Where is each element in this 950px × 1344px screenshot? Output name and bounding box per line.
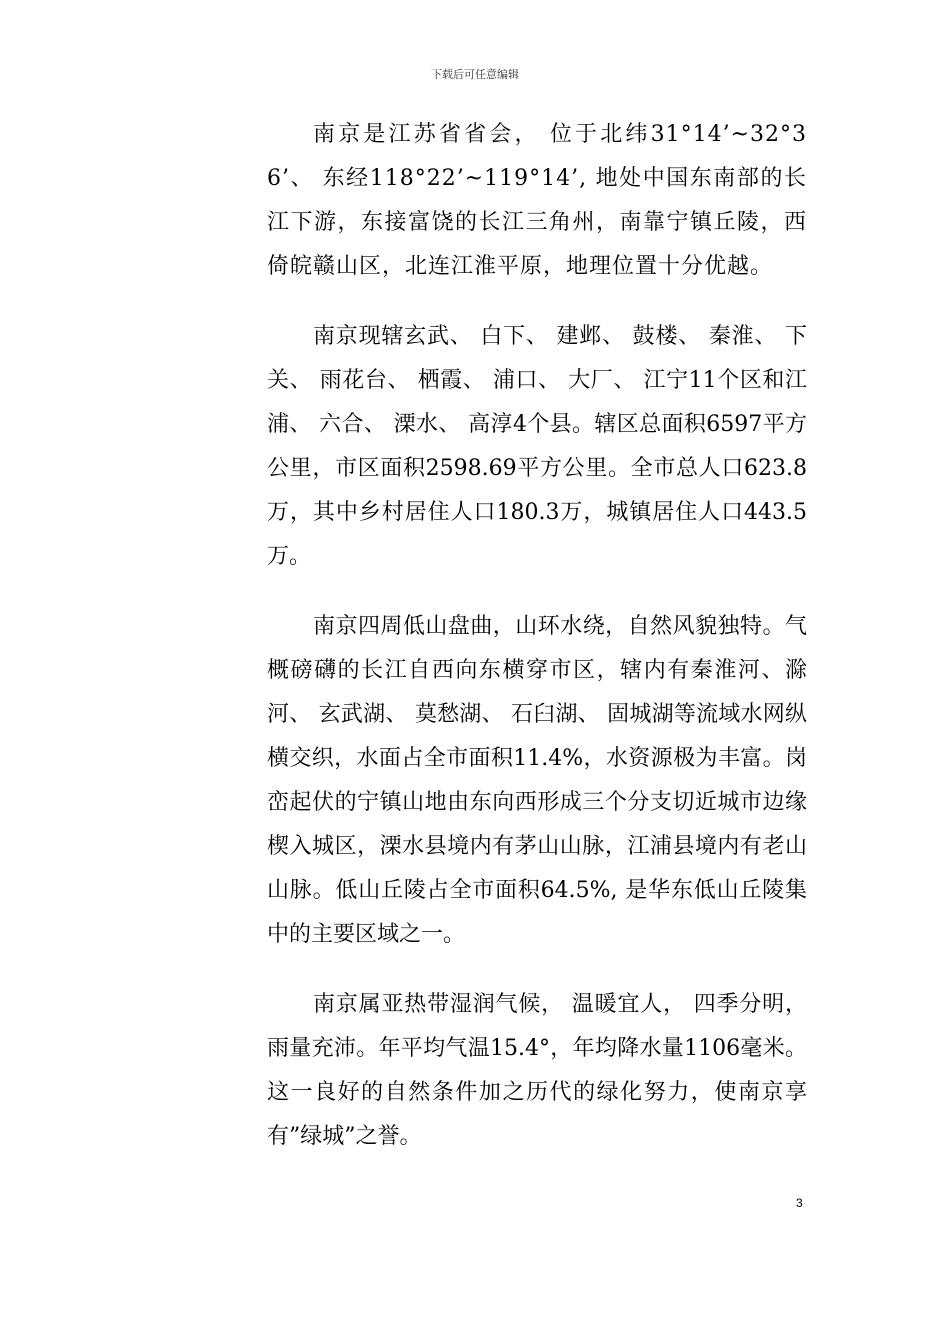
document-body xyxy=(267,113,807,1185)
page-header: 下载后可任意编辑 xyxy=(431,68,519,81)
paragraph-geography: 南京四周低山盘曲，山环水绕，自然风貌独特。气概磅礴的长江自西向东横穿市区，辖内有秦淮河、滁河、 玄武湖、 莫愁湖、 石臼湖、 固城湖等流域水网纵横交织，水面占全市面积11.4%，水资源极为丰富。岗峦起伏的宁镇山地由东向西形成三个分支切近城市边缘楔入城区，溧水县境内有茅山山脉，江浦县境内有老山山脉。低山丘陵占全市面积64.5%, 是华东低山丘陵集中的主要区域之一。 xyxy=(267,614,807,947)
page-number: 3 xyxy=(796,1196,803,1210)
paragraph-districts: 南京现辖玄武、 白下、 建邺、 鼓楼、 秦淮、 下关、 雨花台、 栖霞、 浦口、 大厂、 江宁11个区和江浦、 六合、 溧水、 高淳4个县。辖区总面积6597平方公里，市区面积2598.69平方公里。全市总人口623.8万，其中乡村居住人口180.3万，城镇居住人口443.5万。 xyxy=(267,324,807,569)
paragraph-climate: 南京属亚热带湿润气候， 温暖宜人， 四季分明，雨量充沛。年平均气温15.4°，年均降水量1106毫米。这一良好的自然条件加之历代的绿化努力，使南京享有”绿城”之誉。 xyxy=(267,992,807,1149)
paragraph-location: 南京是江苏省省会， 位于北纬31°14’~32°36’、 东经118°22’~119°14’, 地处中国东南部的长江下游，东接富饶的长江三角州，南靠宁镇丘陵，西倚皖赣山区，北连江淮平原，地理位置十分优越。 xyxy=(267,122,807,279)
